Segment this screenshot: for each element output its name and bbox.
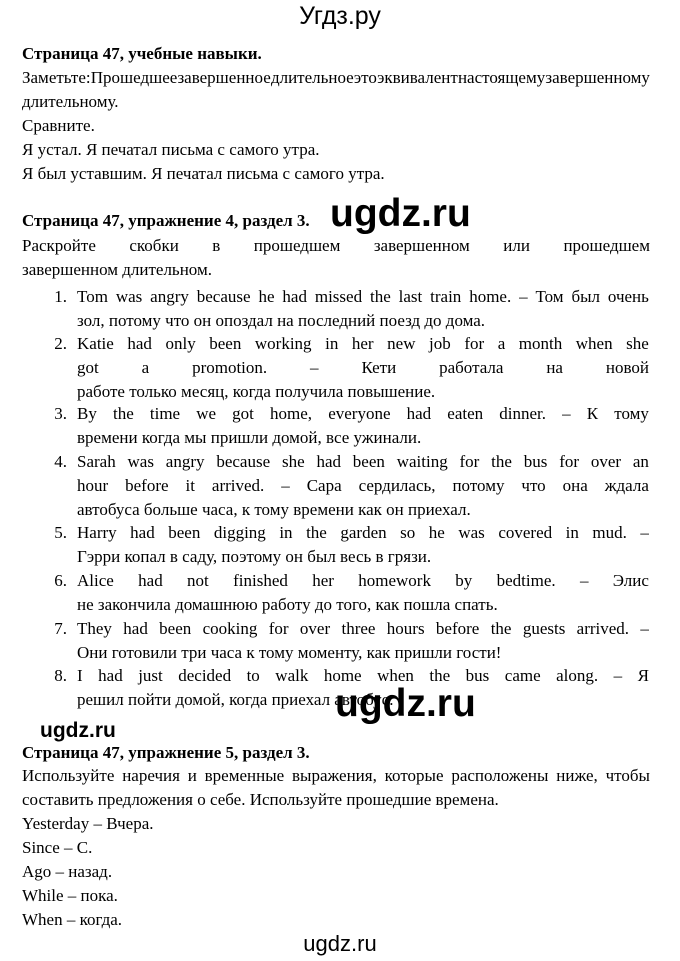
list-item-7-line1: They had been cooking for over three hours before the guests arrived. – [77, 619, 649, 638]
section1-heading: Страница 47, учебные навыки. [22, 44, 262, 63]
section2-instruction-line1: Раскройте скобки в прошедшем завершенном или прошедшем [22, 236, 650, 255]
watermark: ugdz.ru [335, 682, 476, 725]
section1-note-line2: длительному. [22, 92, 119, 111]
list-item-6-line2: не закончила домашнюю работу до того, как пошла спать. [77, 595, 498, 614]
footer-watermark: ugdz.ru [303, 931, 377, 956]
word-item: Yesterday – Вчера. [22, 814, 154, 833]
list-number-7: 7. [54, 619, 67, 638]
list-item-3-line1: By the time we got home, everyone had eaten dinner. – К тому [77, 404, 649, 423]
section3-instruction-line2: составить предложения о себе. Используйте прошедшие времена. [22, 790, 499, 809]
list-number-6: 6. [54, 571, 67, 590]
word-item: When – когда. [22, 910, 123, 929]
section1-compare: Сравните. [22, 116, 95, 135]
list-item-2-line3: работе только месяц, когда получила повышение. [77, 382, 436, 401]
list-item-1-line2: зол, потому что он опоздал на последний поезд до дома. [77, 311, 486, 330]
list-item-2-line1: Katie had only been working in her new job for a month when she [77, 334, 649, 353]
word-item: While – пока. [22, 886, 118, 905]
site-title: Угдз.ру [299, 2, 381, 30]
list-item-4-line3: автобуса больше часа, к тому времени как он приехал. [77, 500, 471, 519]
list-item-8-line2: решил пойти домой, когда приехал автобус. [77, 690, 394, 709]
section3-heading: Страница 47, упражнение 5, раздел 3. [22, 743, 310, 762]
word-item: Ago – назад. [22, 862, 113, 881]
list-item-6-line1: Alice had not finished her homework by bedtime. – Элис [77, 571, 649, 590]
list-item-2-line2: got a promotion. – Кети работала на новой [77, 358, 649, 377]
list-number-3: 3. [54, 404, 67, 423]
list-number-8: 8. [54, 666, 67, 685]
word-item: Since – С. [22, 838, 93, 857]
list-item-5-line2: Гэрри копал в саду, поэтому он был весь в грязи. [77, 547, 432, 566]
list-item-7-line2: Они готовили три часа к тому моменту, как пришли гости! [77, 643, 502, 662]
list-number-5: 5. [54, 523, 67, 542]
list-number-1: 1. [54, 287, 67, 306]
section2-heading: Страница 47, упражнение 4, раздел 3. [22, 211, 310, 230]
list-item-5-line1: Harry had been digging in the garden so he was covered in mud. – [77, 523, 649, 542]
list-number-2: 2. [54, 334, 67, 353]
section2-instruction-line2: завершенном длительном. [22, 260, 212, 279]
list-item-8-line1: I had just decided to walk home when the bus came along. – Я [77, 666, 649, 685]
watermark: ugdz.ru [330, 192, 471, 235]
list-item-4-line2: hour before it arrived. – Сара сердилась, потому что она ждала [77, 476, 649, 495]
list-item-4-line1: Sarah was angry because she had been waiting for the bus for over an [77, 452, 649, 471]
section3-instruction-line1: Используйте наречия и временные выражения, которые расположены ниже, чтобы [22, 766, 650, 785]
list-number-4: 4. [54, 452, 67, 471]
list-item-1-line1: Tom was angry because he had missed the last train home. – Том был очень [77, 287, 649, 306]
section1-note-line1: Заметьте: Прошедшее завершенное длительное это эквивалент настоящему завершенному [22, 68, 650, 87]
watermark: ugdz.ru [40, 719, 116, 742]
section1-example-2: Я был уставшим. Я печатал письма с самого утра. [22, 164, 385, 183]
section1-example-1: Я устал. Я печатал письма с самого утра. [22, 140, 320, 159]
list-item-3-line2: времени когда мы пришли домой, все ужинали. [77, 428, 422, 447]
